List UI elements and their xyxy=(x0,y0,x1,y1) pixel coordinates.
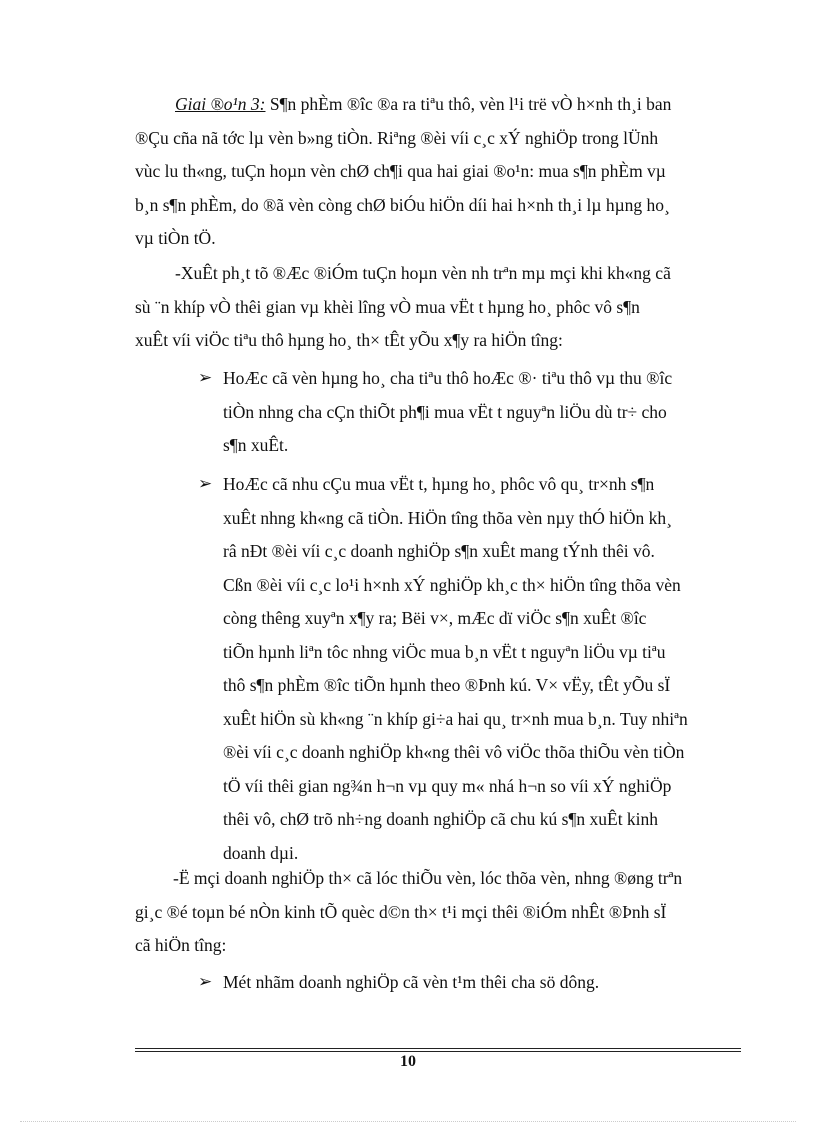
bullet-item-2 xyxy=(223,468,688,870)
arrow-bullet-icon: ➢ xyxy=(198,972,213,992)
paragraph-2 xyxy=(135,257,671,358)
paragraph-1-line-1-text: S¶n phÈm ®îc ®a ra tiªu thô, vèn l¹i trë vÒ h×nh th¸i ban xyxy=(265,94,672,114)
section-heading: Giai ®o¹n 3: xyxy=(175,94,266,114)
bullet-2-line-8: xuÊt hiÖn sù kh«ng ¨n khíp gi÷a hai qu¸ tr×nh mua b¸n. Tuy nhiªn xyxy=(223,708,688,729)
paragraph-3 xyxy=(135,862,682,963)
paragraph-1 xyxy=(135,88,671,256)
bullet-2-line-1: HoÆc cã nhu cÇu mua vËt t, hµng ho¸ phôc vô qu¸ tr×nh s¶n xyxy=(223,474,655,494)
bullet-2-line-10: tÖ víi thêi gian ng¾n h¬n vµ quy m« nhá h¬n so víi xÝ nghiÖp xyxy=(223,775,672,796)
footer-divider-top xyxy=(135,1048,741,1049)
paragraph-1-line-5: vµ tiÒn tÖ. xyxy=(135,228,216,248)
paragraph-2-line-2: sù ¨n khíp vÒ thêi gian vµ khèi lîng vÒ mua vËt t hµng ho¸ phôc vô s¶n xyxy=(135,296,640,317)
bullet-2-line-9: ®èi víi c¸c doanh nghiÖp kh«ng thêi vô viÖc thõa thiÕu vèn tiÒn xyxy=(223,742,685,762)
bullet-2-line-6: tiÕn hµnh liªn tôc nhng viÖc mua b¸n vËt t nguyªn liÖu vµ tiªu xyxy=(223,641,666,662)
bullet-2-line-3: râ nÐt ®èi víi c¸c doanh nghiÖp s¶n xuÊt mang tÝnh thêi vô. xyxy=(223,541,655,561)
bullet-2-line-7: thô s¶n phÈm ®îc tiÕn hµnh theo ®Þnh kú. V× vËy, tÊt yÕu sÏ xyxy=(223,675,671,695)
bullet-2-line-5: còng thêng xuyªn x¶y ra; Bëi v×, mÆc dï viÖc s¶n xuÊt ®îc xyxy=(223,608,647,628)
paragraph-2-line-3: xuÊt víi viÖc tiªu thô hµng ho¸ th× tÊt yÕu x¶y ra hiÖn tîng: xyxy=(135,330,563,350)
bullet-1-line-1: HoÆc cã vèn hµng ho¸ cha tiªu thô hoÆc ®· tiªu thô vµ thu ®îc xyxy=(223,368,673,388)
bullet-2-line-2: xuÊt nhng kh«ng cã tiÒn. HiÖn tîng thõa vèn nµy thÓ hiÖn kh¸ xyxy=(223,507,672,528)
bullet-2-line-11: thêi vô, chØ trõ nh÷ng doanh nghiÖp cã chu kú s¶n xuÊt kinh xyxy=(223,809,659,829)
bullet-3-line-1: Mét nhãm doanh nghiÖp cã vèn t¹m thêi cha sö dông. xyxy=(223,972,600,992)
bullet-item-3 xyxy=(223,966,599,1000)
paragraph-1-line-3: vùc lu th«ng, tuÇn hoµn vèn chØ ch¶i qua hai giai ®o¹n: mua s¶n phÈm vµ xyxy=(135,161,666,181)
paragraph-3-line-2: gi¸c ®é toµn bé nÒn kinh tÕ quèc d©n th× t¹i mçi thêi ®iÓm nhÊt ®Þnh sÏ xyxy=(135,901,667,922)
arrow-bullet-icon: ➢ xyxy=(198,474,213,494)
paragraph-3-line-3: cã hiÖn tîng: xyxy=(135,935,227,955)
paragraph-2-line-1: -XuÊt ph¸t tõ ®Æc ®iÓm tuÇn hoµn vèn nh trªn mµ mçi khi kh«ng cã xyxy=(175,263,671,283)
bullet-1-line-3: s¶n xuÊt. xyxy=(223,435,289,455)
bullet-1-line-2: tiÒn nhng cha cÇn thiÕt ph¶i mua vËt t nguyªn liÖu dù tr÷ cho xyxy=(223,401,667,422)
arrow-bullet-icon: ➢ xyxy=(198,368,213,388)
paragraph-1-line-1 xyxy=(135,88,671,122)
paragraph-3-line-1: -Ë mçi doanh nghiÖp th× cã lóc thiÕu vèn, lóc thõa vèn, nhng ®øng trªn xyxy=(173,868,683,888)
bullet-2-line-4: Cßn ®èi víi c¸c lo¹i h×nh xÝ nghiÖp kh¸c th× hiÖn tîng thõa vèn xyxy=(223,574,681,595)
paragraph-1-line-2: ®Çu cña nã tớc lµ vèn b»ng tiÒn. Riªng ®èi víi c¸c xÝ nghiÖp trong lÜnh xyxy=(135,127,659,148)
page-edge-divider xyxy=(20,1121,796,1122)
bullet-2-line-12: doanh dµi. xyxy=(223,842,299,863)
footer-divider-bottom xyxy=(135,1051,741,1052)
paragraph-1-line-4: b¸n s¶n phÈm, do ®ã vèn còng chØ biÓu hiÖn díi hai h×nh th¸i lµ hµng ho¸ xyxy=(135,194,670,215)
page-number: 10 xyxy=(400,1053,416,1070)
bullet-item-1 xyxy=(223,362,672,463)
